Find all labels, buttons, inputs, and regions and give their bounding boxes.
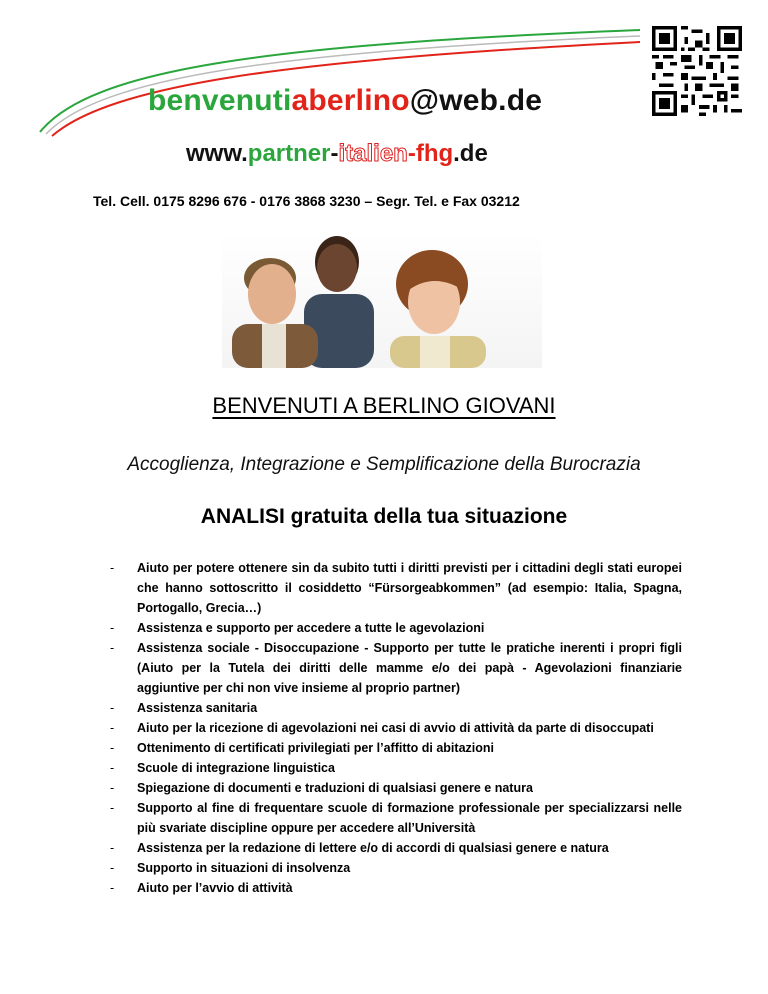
list-item: - Aiuto per l’avvio di attività xyxy=(110,878,682,898)
phone-line: Tel. Cell. 0175 8296 676 - 0176 3868 3230 – Segr. Tel. e Fax 03212 xyxy=(93,193,520,209)
list-item: - Assistenza sociale - Disoccupazione - Supporto per tutte le pratiche inerenti i propri figli (Aiuto per la Tutela dei diritti delle mamme e/o dei papà - Agevolazioni finanziarie aggiuntive per chi non vive insieme al proprio partner) xyxy=(110,638,682,698)
list-item: - Ottenimento di certificati privilegiati per l’affitto di abitazioni xyxy=(110,738,682,758)
list-item: - Assistenza e supporto per accedere a tutte le agevolazioni xyxy=(110,618,682,638)
email-part-domain: @web.de xyxy=(409,84,543,117)
website-url[interactable] xyxy=(186,140,488,168)
list-item: - Aiuto per potere ottenere sin da subito tutti i diritti previsti per i cittadini degli stati europei che hanno sottoscritto il cosiddetto “Fürsorgeabkommen” (ad esempio: Italia, Spagna, Portogallo, Grecia…) xyxy=(110,558,682,618)
list-item: - Supporto al fine di frequentare scuole di formazione professionale per specializzarsi nelle più svariate discipline oppure per accedere all’Università xyxy=(110,798,682,838)
list-item: - Supporto in situazioni di insolvenza xyxy=(110,858,682,878)
email-address[interactable] xyxy=(148,84,542,118)
qr-code-icon xyxy=(652,26,742,116)
subtitle: Accoglienza, Integrazione e Semplificazione della Burocrazia xyxy=(127,454,641,475)
web-part-italien: italien xyxy=(338,140,408,167)
web-prefix: www. xyxy=(186,140,248,167)
email-part-berlino: berlino xyxy=(308,84,410,117)
web-sep-2: - xyxy=(407,140,416,167)
analysis-heading: ANALISI gratuita della tua situazione xyxy=(200,505,568,528)
web-part-fhg: fhg xyxy=(415,140,454,167)
web-suffix: .de xyxy=(453,140,488,167)
list-item: - Scuole di integrazione linguistica xyxy=(110,758,682,778)
web-sep-1: - xyxy=(330,140,339,167)
page-title: BENVENUTI A BERLINO GIOVANI xyxy=(212,393,556,418)
email-part-benvenuti: benvenuti xyxy=(148,84,292,117)
list-item: - Aiuto per la ricezione di agevolazioni nei casi di avvio di attività da parte di disoccupati xyxy=(110,718,682,738)
list-item: - Spiegazione di documenti e traduzioni di qualsiasi genere e natura xyxy=(110,778,682,798)
web-part-partner: partner xyxy=(247,140,331,167)
list-item: - Assistenza per la redazione di lettere e/o di accordi di qualsiasi genere e natura xyxy=(110,838,682,858)
group-photo xyxy=(222,232,542,368)
email-part-a: a xyxy=(291,84,309,117)
list-item: - Assistenza sanitaria xyxy=(110,698,682,718)
services-list xyxy=(110,558,682,898)
